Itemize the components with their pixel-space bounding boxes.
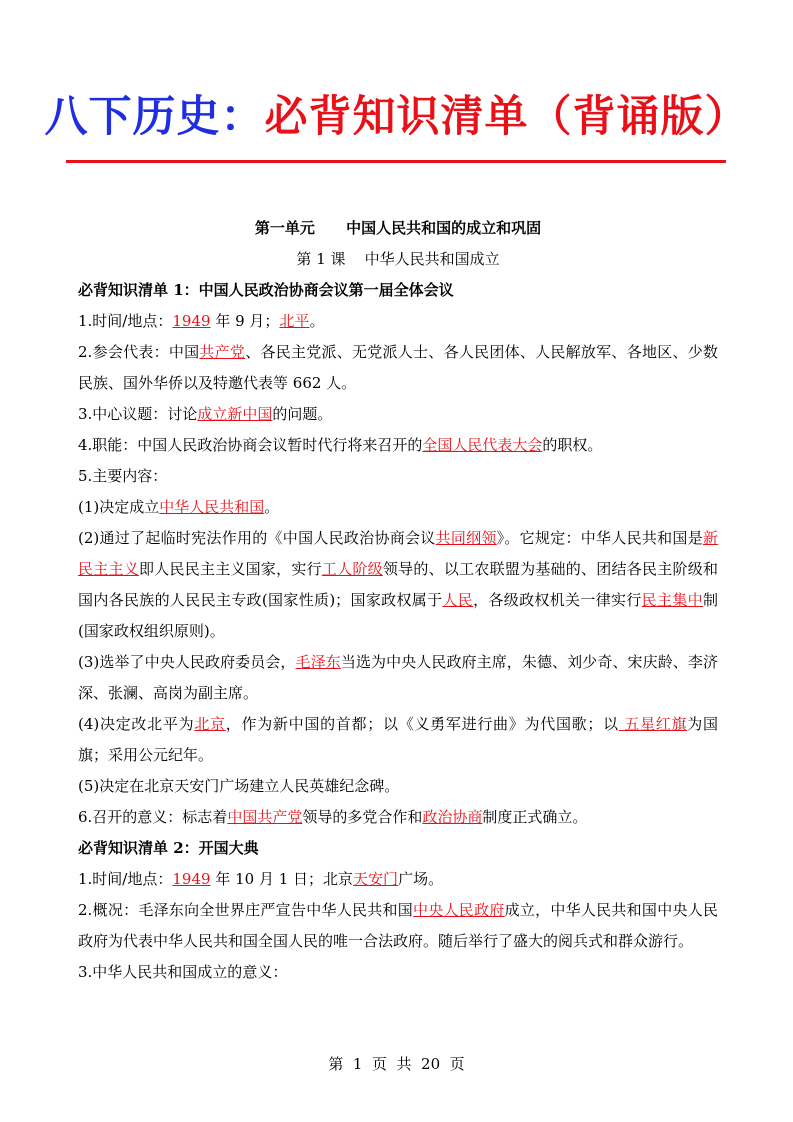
paragraph-ceremony-time-place: 1.时间/地点：1949 年 10 月 1 日；北京天安门广场。 — [78, 870, 444, 888]
title-main: 必背知识清单（背诵版） — [264, 92, 749, 142]
keyword: 北京 — [194, 715, 226, 733]
keyword: 中国共产党 — [227, 808, 303, 826]
paragraph-item-4: (4)决定改北平为北京，作为新中国的首都；以《义勇军进行曲》为代国歌；以 五星红旗为国旗；采用公元纪年。 — [78, 715, 718, 764]
title-prefix: 八下历史： — [44, 92, 265, 142]
keyword: 北平 — [279, 312, 310, 330]
keyword: 中央人民政府 — [413, 901, 505, 919]
paragraph-item-3: (3)选举了中央人民政府委员会，毛泽东当选为中央人民政府主席，朱德、刘少奇、宋庆龄、李济深、张澜、高岗为副主席。 — [78, 653, 718, 702]
keyword: 人民 — [442, 591, 474, 609]
keyword: 天安门 — [353, 870, 399, 888]
document-body — [78, 212, 718, 988]
keyword: 共产党 — [199, 343, 246, 361]
paragraph-item-1: (1)决定成立中华人民共和国。 — [78, 498, 280, 516]
keyword: 新民主主义 — [78, 529, 718, 578]
paragraph-topic: 3.中心议题：讨论成立新中国的问题。 — [78, 405, 333, 423]
keyword: 政治协商 — [422, 808, 483, 826]
keyword: 工人阶级 — [321, 560, 383, 578]
paragraph-main-content: 5.主要内容： — [78, 467, 168, 485]
lesson-heading: 第 1 课 中华人民共和国成立 — [296, 250, 500, 268]
title-underline-rule — [66, 160, 726, 163]
document-title — [0, 88, 793, 146]
paragraph-delegates: 2.参会代表：中国共产党、各民主党派、无党派人士、各人民团体、人民解放军、各地区、少数民族、国外华侨以及特邀代表等 662 人。 — [78, 343, 718, 392]
keyword: 全国人民代表大会 — [422, 436, 543, 454]
section-heading-1: 必背知识清单 1：中国人民政治协商会议第一届全体会议 — [78, 281, 454, 299]
paragraph-item-5: (5)决定在北京天安门广场建立人民英雄纪念碑。 — [78, 777, 400, 795]
keyword: 民主集中 — [641, 591, 703, 609]
unit-heading: 第一单元 中国人民共和国的成立和巩固 — [254, 219, 542, 237]
keyword: 1949 — [172, 312, 211, 330]
paragraph-ceremony-overview: 2.概况：毛泽东向全世界庄严宣告中华人民共和国中央人民政府成立，中华人民共和国中央人民政府为代表中华人民共和国全国人民的唯一合法政府。随后举行了盛大的阅兵式和群众游行。 — [78, 901, 718, 950]
keyword: 五星红旗 — [618, 715, 688, 733]
keyword: 毛泽东 — [295, 653, 341, 671]
paragraph-function: 4.职能：中国人民政治协商会议暂时代行将来召开的全国人民代表大会的职权。 — [78, 436, 603, 454]
section-heading-2: 必背知识清单 2：开国大典 — [78, 839, 259, 857]
keyword: 中华人民共和国 — [159, 498, 265, 516]
paragraph-item-2: (2)通过了起临时宪法作用的《中国人民政治协商会议共同纲领》。它规定：中华人民共和国是新民主主义即人民民主主义国家，实行工人阶级领导的、以工农联盟为基础的、团结各民主阶级和国内各民族的人民民主专政(国家性质)；国家政权属于人民，各级政权机关一律实行民主集中制(国家政权组织原则)。 — [78, 529, 718, 640]
paragraph-time-place: 1.时间/地点：1949 年 9 月；北平。 — [78, 312, 325, 330]
keyword: 1949 — [172, 870, 211, 888]
paragraph-significance: 6.召开的意义：标志着中国共产党领导的多党合作和政治协商制度正式确立。 — [78, 808, 588, 826]
page-footer: 第 1 页 共 20 页 — [328, 1055, 465, 1073]
keyword: 共同纲领 — [435, 529, 497, 547]
paragraph-founding-significance: 3.中华人民共和国成立的意义： — [78, 963, 288, 981]
keyword: 成立新中国 — [197, 405, 273, 423]
